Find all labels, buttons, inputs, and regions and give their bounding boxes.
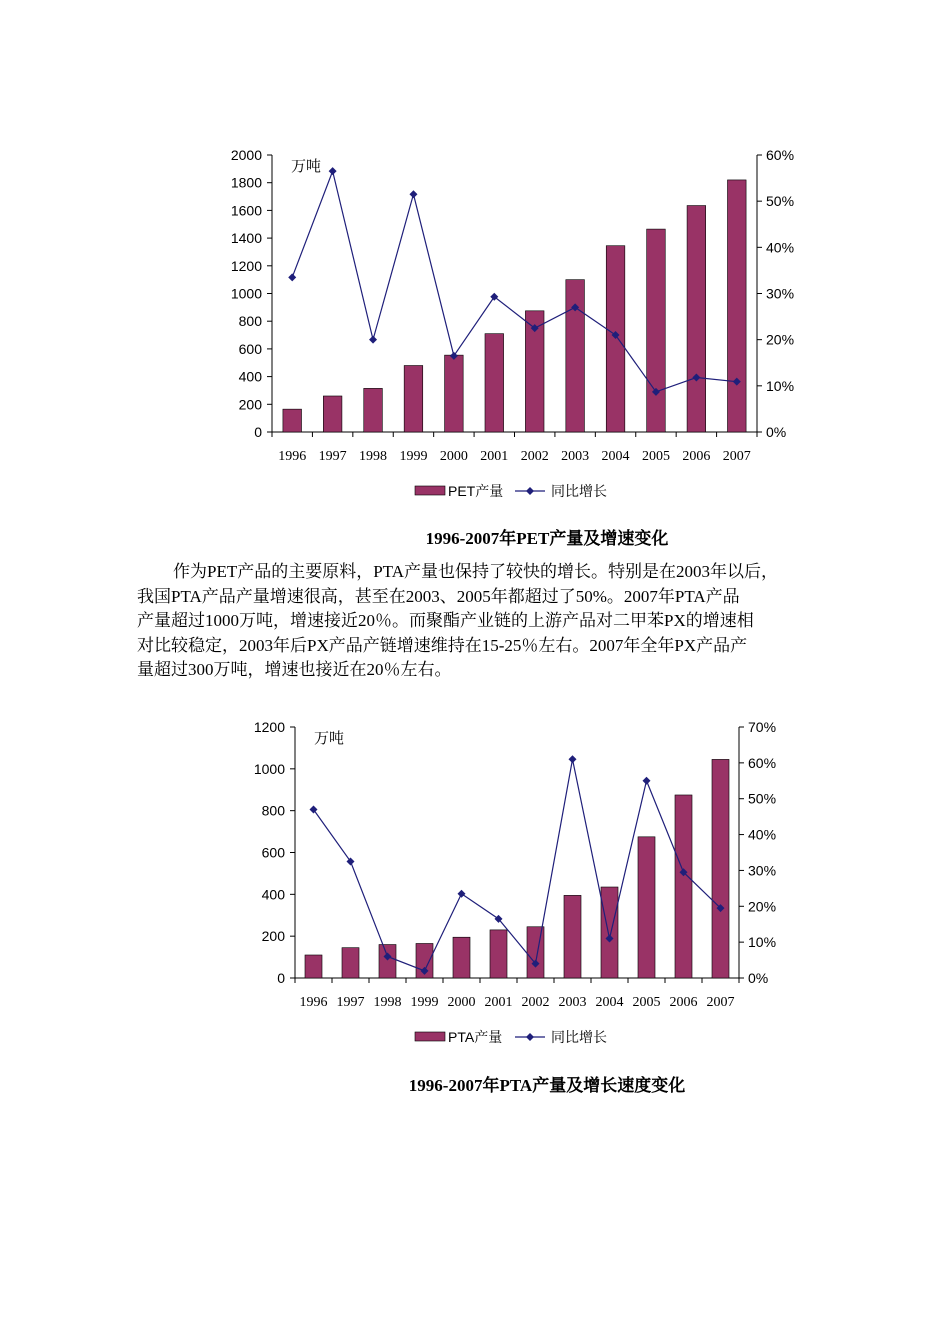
right-tick-label: 0% (766, 424, 787, 440)
x-tick-label: 2007 (706, 995, 735, 1010)
bar (647, 229, 666, 432)
x-tick-label: 1997 (318, 449, 347, 464)
bar (601, 887, 618, 978)
bar (485, 334, 504, 432)
right-tick-label: 30% (766, 285, 795, 302)
bar (712, 759, 729, 978)
right-tick-label: 70% (748, 719, 777, 735)
paragraph-line: 对比较稳定，2003年后PX产品产链增速维持在15-25％左右。2007年全年PX产品产 (137, 635, 748, 655)
x-tick-label: 2003 (561, 449, 590, 464)
right-tick-label: 0% (748, 970, 769, 986)
x-tick-label: 1996 (299, 995, 328, 1010)
left-tick-label: 1200 (253, 719, 285, 735)
left-tick-label: 600 (261, 844, 285, 861)
growth-point (458, 890, 466, 898)
x-tick-label: 2004 (601, 449, 630, 464)
left-tick-label: 1400 (230, 230, 262, 247)
bar (283, 409, 302, 432)
left-tick-label: 1600 (230, 202, 262, 219)
legend-bar-label: PTA产量 (448, 1029, 503, 1045)
right-tick-label: 60% (748, 754, 777, 771)
left-tick-label: 0 (277, 970, 285, 986)
x-tick-label: 2000 (447, 995, 476, 1010)
bar (342, 948, 359, 978)
legend-line-label: 同比增长 (551, 483, 607, 499)
growth-line (292, 171, 737, 392)
paragraph-line: 产量超过1000万吨，增速接近20％。而聚酯产业链的上游产品对二甲苯PX的增速相 (137, 611, 754, 630)
left-tick-label: 1200 (230, 257, 262, 274)
bar (323, 396, 342, 432)
pta-chart (0, 705, 950, 1065)
left-unit-label: 万吨 (291, 158, 322, 175)
legend-line-marker (526, 1033, 534, 1041)
left-tick-label: 800 (261, 802, 285, 819)
pet-chart (0, 130, 950, 510)
left-tick-label: 2000 (230, 147, 262, 163)
left-tick-label: 200 (238, 396, 262, 413)
legend-bar-swatch (415, 486, 445, 495)
bar (379, 945, 396, 978)
paragraph-line: 量超过300万吨，增速也接近在20％左右。 (137, 660, 452, 679)
x-tick-label: 1997 (336, 995, 365, 1010)
right-tick-label: 40% (766, 239, 795, 256)
x-tick-label: 2001 (484, 995, 513, 1010)
bar (404, 366, 423, 432)
x-tick-label: 2006 (682, 449, 711, 464)
growth-point (643, 777, 651, 785)
bar (687, 206, 706, 432)
bar (566, 280, 585, 432)
bar (305, 955, 322, 978)
x-tick-label: 2005 (641, 449, 670, 464)
left-tick-label: 400 (261, 886, 285, 903)
right-tick-label: 50% (766, 193, 795, 210)
right-tick-label: 20% (766, 331, 795, 348)
pet-chart-caption: 1996-2007年PET产量及增速变化 (425, 529, 669, 548)
x-tick-label: 1996 (278, 449, 307, 464)
x-tick-label: 1998 (373, 995, 402, 1010)
body-paragraph (137, 560, 857, 683)
left-unit-label: 万吨 (314, 730, 345, 747)
growth-point (288, 273, 296, 281)
left-tick-label: 800 (238, 313, 262, 330)
right-tick-label: 30% (748, 862, 777, 879)
growth-point (369, 336, 377, 344)
x-tick-label: 1998 (359, 449, 388, 464)
growth-point (409, 190, 417, 198)
bar (675, 795, 692, 978)
x-tick-label: 2002 (520, 449, 549, 464)
bar (564, 895, 581, 978)
bar (638, 837, 655, 978)
left-tick-label: 1000 (253, 760, 285, 777)
growth-point (347, 857, 355, 865)
growth-point (329, 167, 337, 175)
left-tick-label: 1800 (230, 174, 262, 191)
legend-bar-label: PET产量 (448, 483, 504, 499)
bar (445, 355, 464, 432)
bar (727, 180, 746, 432)
left-tick-label: 400 (238, 368, 262, 385)
right-tick-label: 10% (766, 377, 795, 394)
right-tick-label: 60% (766, 147, 795, 163)
x-tick-label: 1999 (399, 449, 428, 464)
bar (453, 937, 470, 978)
legend-line-label: 同比增长 (551, 1029, 607, 1045)
x-tick-label: 2001 (480, 449, 509, 464)
x-tick-label: 2005 (632, 995, 661, 1010)
bar (527, 927, 544, 978)
right-tick-label: 20% (748, 898, 777, 915)
growth-line (314, 759, 721, 971)
x-tick-label: 2003 (558, 995, 587, 1010)
pta-chart-caption: 1996-2007年PTA产量及增长速度变化 (408, 1076, 686, 1095)
right-tick-label: 10% (748, 934, 777, 951)
x-tick-label: 1999 (410, 995, 439, 1010)
bar (490, 930, 507, 978)
x-tick-label: 2004 (595, 995, 624, 1010)
legend-bar-swatch (415, 1032, 445, 1041)
x-tick-label: 2002 (521, 995, 550, 1010)
left-tick-label: 0 (254, 424, 262, 440)
bar (364, 388, 383, 432)
right-tick-label: 50% (748, 790, 777, 807)
x-tick-label: 2000 (439, 449, 468, 464)
growth-point (569, 755, 577, 763)
growth-point (310, 805, 318, 813)
left-tick-label: 1000 (230, 285, 262, 302)
left-tick-label: 600 (238, 340, 262, 357)
x-tick-label: 2006 (669, 995, 698, 1010)
right-tick-label: 40% (748, 826, 777, 843)
x-tick-label: 2007 (722, 449, 751, 464)
paragraph-line: 我国PTA产品产量增速很高，甚至在2003、2005年都超过了50%。2007年PTA产品 (137, 586, 740, 606)
paragraph-line: 作为PET产品的主要原料，PTA产量也保持了较快的增长。特别是在2003年以后， (173, 562, 778, 581)
legend-line-marker (526, 487, 534, 495)
left-tick-label: 200 (261, 928, 285, 945)
